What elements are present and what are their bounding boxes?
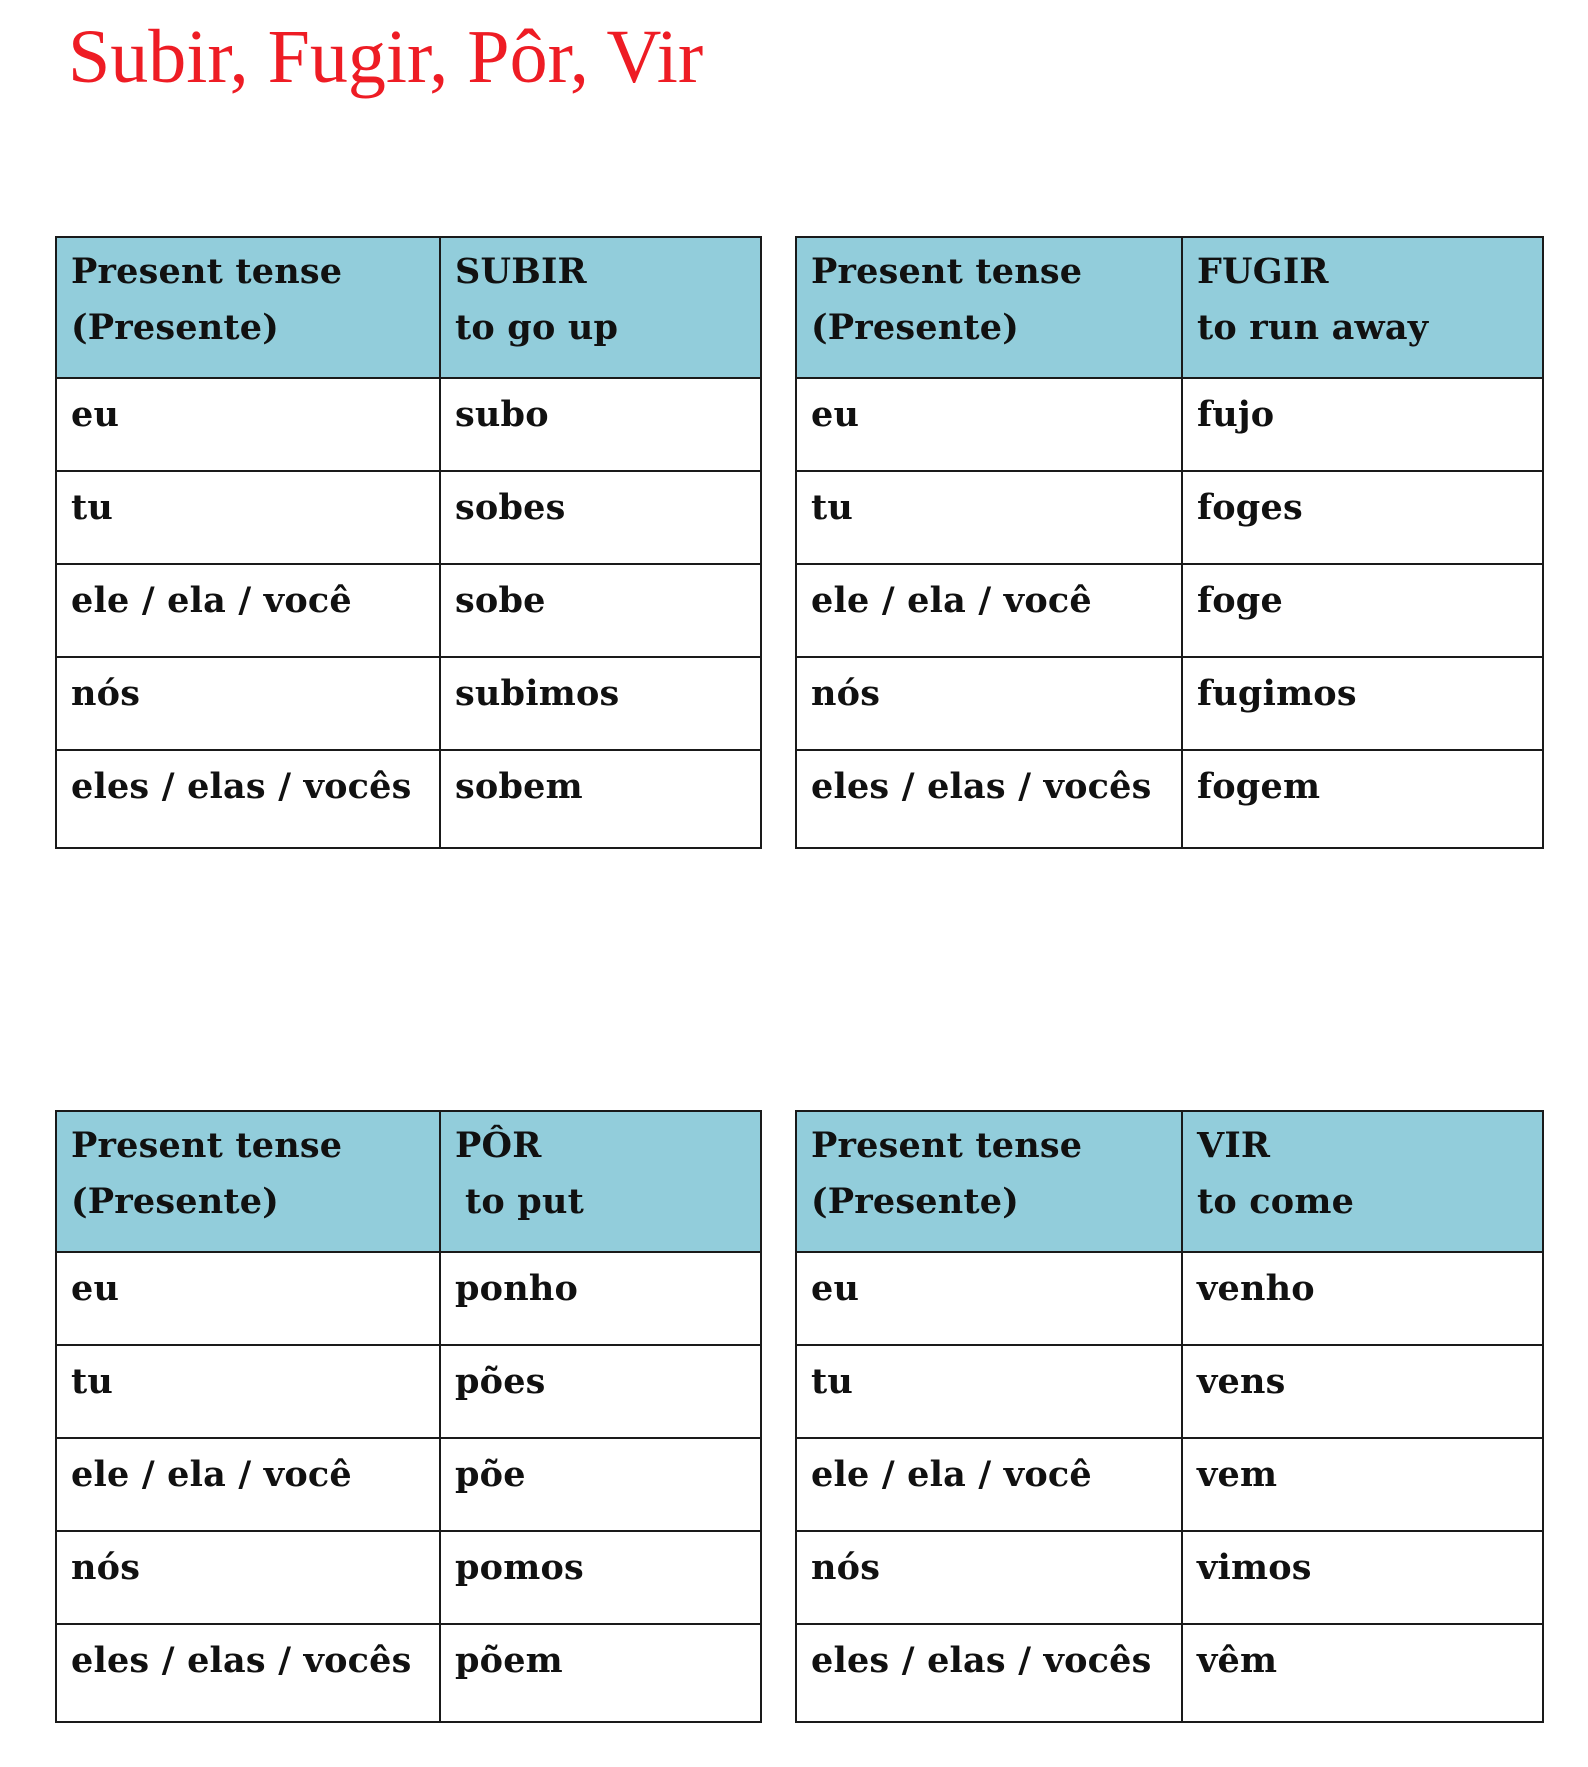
conjugation-table-vir bbox=[795, 1110, 1544, 1723]
pronoun-cell: nós bbox=[56, 1531, 440, 1624]
table-row bbox=[796, 1438, 1543, 1531]
tense-label: Present tense bbox=[811, 1125, 1083, 1166]
verb-form-cell: foges bbox=[1182, 471, 1543, 564]
verb-header-cell bbox=[1182, 1111, 1543, 1252]
verb-infinitive: FUGIR bbox=[1197, 251, 1329, 292]
verb-form-cell: ponho bbox=[440, 1252, 761, 1345]
tense-label-pt: (Presente) bbox=[71, 307, 280, 348]
pronoun-cell: eles / elas / vocês bbox=[56, 1624, 440, 1722]
pronoun-cell: tu bbox=[796, 1345, 1182, 1438]
tense-header-cell bbox=[56, 237, 440, 378]
verb-form-cell: subo bbox=[440, 378, 761, 471]
verb-form-cell: fogem bbox=[1182, 750, 1543, 848]
verb-form-cell: venho bbox=[1182, 1252, 1543, 1345]
table-row bbox=[796, 750, 1543, 848]
verb-form-cell: subimos bbox=[440, 657, 761, 750]
verb-form-cell: foge bbox=[1182, 564, 1543, 657]
table-header-row bbox=[796, 237, 1543, 378]
table-row bbox=[796, 1252, 1543, 1345]
tense-label: Present tense bbox=[71, 251, 343, 292]
table-row bbox=[796, 471, 1543, 564]
tense-label-pt: (Presente) bbox=[71, 1181, 280, 1222]
table-row bbox=[56, 471, 761, 564]
verb-form-cell: sobes bbox=[440, 471, 761, 564]
verb-form-cell: sobem bbox=[440, 750, 761, 848]
table-row bbox=[796, 1531, 1543, 1624]
verb-form-cell: pomos bbox=[440, 1531, 761, 1624]
table-header-row bbox=[56, 1111, 761, 1252]
table-row bbox=[796, 564, 1543, 657]
verb-header-cell bbox=[440, 1111, 761, 1252]
verb-meaning: to run away bbox=[1197, 307, 1429, 348]
tense-label-pt: (Presente) bbox=[811, 307, 1020, 348]
pronoun-cell: ele / ela / você bbox=[56, 564, 440, 657]
tense-header-cell bbox=[796, 1111, 1182, 1252]
pronoun-cell: tu bbox=[56, 471, 440, 564]
table-row bbox=[796, 657, 1543, 750]
table-row bbox=[56, 750, 761, 848]
pronoun-cell: nós bbox=[796, 1531, 1182, 1624]
pronoun-cell: eu bbox=[56, 1252, 440, 1345]
pronoun-cell: ele / ela / você bbox=[796, 1438, 1182, 1531]
verb-form-cell: fugimos bbox=[1182, 657, 1543, 750]
page-title: Subir, Fugir, Pôr, Vir bbox=[68, 15, 704, 99]
verb-form-cell: põe bbox=[440, 1438, 761, 1531]
tense-label: Present tense bbox=[811, 251, 1083, 292]
pronoun-cell: tu bbox=[56, 1345, 440, 1438]
verb-meaning: to go up bbox=[455, 307, 619, 348]
pronoun-cell: ele / ela / você bbox=[796, 564, 1182, 657]
verb-form-cell: vêm bbox=[1182, 1624, 1543, 1722]
table-row bbox=[56, 564, 761, 657]
verb-form-cell: põem bbox=[440, 1624, 761, 1722]
conjugation-table-por bbox=[55, 1110, 762, 1723]
verb-form-cell: vem bbox=[1182, 1438, 1543, 1531]
tense-label-pt: (Presente) bbox=[811, 1181, 1020, 1222]
pronoun-cell: eu bbox=[796, 378, 1182, 471]
pronoun-cell: nós bbox=[796, 657, 1182, 750]
table-header-row bbox=[56, 237, 761, 378]
verb-form-cell: vimos bbox=[1182, 1531, 1543, 1624]
pronoun-cell: eles / elas / vocês bbox=[796, 750, 1182, 848]
verb-infinitive: PÔR bbox=[455, 1125, 542, 1166]
pronoun-cell: nós bbox=[56, 657, 440, 750]
verb-header-cell bbox=[440, 237, 761, 378]
verb-form-cell: fujo bbox=[1182, 378, 1543, 471]
verb-form-cell: sobe bbox=[440, 564, 761, 657]
verb-form-cell: vens bbox=[1182, 1345, 1543, 1438]
table-row bbox=[796, 378, 1543, 471]
table-row bbox=[56, 1531, 761, 1624]
table-row bbox=[56, 657, 761, 750]
tense-label: Present tense bbox=[71, 1125, 343, 1166]
table-row bbox=[796, 1345, 1543, 1438]
verb-infinitive: SUBIR bbox=[455, 251, 587, 292]
table-row bbox=[56, 1624, 761, 1722]
pronoun-cell: eles / elas / vocês bbox=[56, 750, 440, 848]
verb-meaning: to put bbox=[465, 1181, 584, 1222]
table-row bbox=[56, 1438, 761, 1531]
pronoun-cell: eu bbox=[796, 1252, 1182, 1345]
verb-infinitive: VIR bbox=[1197, 1125, 1271, 1166]
table-row bbox=[796, 1624, 1543, 1722]
table-row bbox=[56, 1345, 761, 1438]
table-row bbox=[56, 378, 761, 471]
verb-meaning: to come bbox=[1197, 1181, 1355, 1222]
table-row bbox=[56, 1252, 761, 1345]
conjugation-table-fugir bbox=[795, 236, 1544, 849]
table-header-row bbox=[796, 1111, 1543, 1252]
pronoun-cell: eu bbox=[56, 378, 440, 471]
tense-header-cell bbox=[56, 1111, 440, 1252]
pronoun-cell: tu bbox=[796, 471, 1182, 564]
tense-header-cell bbox=[796, 237, 1182, 378]
verb-header-cell bbox=[1182, 237, 1543, 378]
conjugation-table-subir bbox=[55, 236, 762, 849]
pronoun-cell: eles / elas / vocês bbox=[796, 1624, 1182, 1722]
verb-form-cell: pões bbox=[440, 1345, 761, 1438]
pronoun-cell: ele / ela / você bbox=[56, 1438, 440, 1531]
